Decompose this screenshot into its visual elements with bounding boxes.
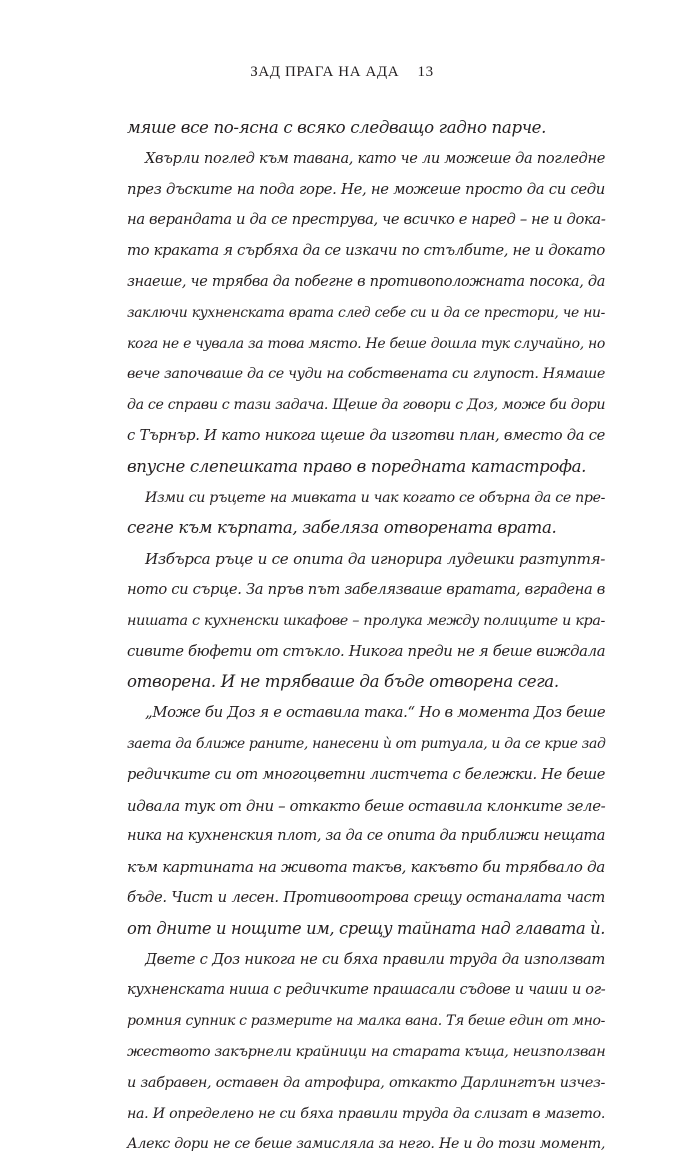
text-line: ното си сърце. За пръв път забелязваше вратата, вградена в bbox=[127, 580, 605, 598]
text-line: отворена. И не трябваше да бъде отворена сега. bbox=[127, 672, 559, 692]
text-line: „Може би Доз я е оставила така.“ Но в момента Доз беше bbox=[145, 704, 606, 722]
text-line: Двете с Доз никога не си бяха правили труда да използват bbox=[145, 950, 605, 968]
text-line: то краката я сърбяха да се изкачи по стълбите, не и докато bbox=[127, 242, 605, 260]
body-text bbox=[127, 113, 605, 1160]
text-line: Алекс дори не се беше замисляла за него. Не и до този момент, bbox=[127, 1136, 605, 1153]
text-line: идвала тук от дни – откакто беше оставила клонките зеле- bbox=[127, 796, 606, 815]
text-line: впусне слепешката право в поредната катастрофа. bbox=[127, 456, 587, 476]
running-head bbox=[0, 64, 700, 81]
text-line: Изми си ръцете на мивката и чак когато се обърна да се пре- bbox=[145, 489, 605, 506]
text-line: и забравен, оставен да атрофира, откакто Дарлингтън изчез- bbox=[127, 1074, 605, 1091]
text-line: към картината на живота такъв, какъвто би трябвало да bbox=[127, 858, 605, 877]
text-line: Избърса ръце и се опита да игнорира лудешки разтуптя- bbox=[145, 550, 605, 569]
text-line: ника на кухненския плот, за да се опита да приближи нещата bbox=[127, 828, 606, 845]
page-number: 13 bbox=[417, 64, 434, 80]
text-line: на верандата и да се преструва, че всичко е наред – не и дока- bbox=[127, 211, 606, 229]
text-line: на. И определено не си бяха правили труда да слизат в мазето. bbox=[127, 1105, 605, 1122]
text-line: с Търнър. И като никога щеше да изготви план, вместо да се bbox=[127, 426, 605, 444]
text-line: кухненската ниша с редичките прашасали съдове и чаши и ог- bbox=[127, 981, 606, 999]
text-line: нишата с кухненски шкафове – пролука между полиците и кра- bbox=[127, 612, 605, 629]
text-line: мяше все по-ясна с всяко следващо гадно парче. bbox=[127, 118, 547, 137]
book-title: ЗАД ПРАГА НА АДА bbox=[250, 64, 400, 80]
text-line: заета да ближе раните, нанесени ѝ от ритуала, и да се крие зад bbox=[127, 735, 606, 752]
text-line: заключи кухненската врата след себе си и да се престори, че ни- bbox=[127, 304, 605, 321]
text-line: редичките си от многоцветни листчета с бележки. Не беше bbox=[127, 765, 605, 783]
text-line: кога не е чувала за това място. Не беше дошла тук случайно, но bbox=[127, 335, 605, 352]
text-line: жеството закърнели крайници на старата къща, неизползван bbox=[127, 1043, 606, 1060]
text-line: знаеше, че трябва да побегне в противоположната посока, да bbox=[127, 273, 605, 290]
text-line: сегне към кърпата, забеляза отворената врата. bbox=[127, 518, 557, 538]
text-line: през дъските на пода горе. Не, не можеше просто да си седи bbox=[127, 180, 605, 198]
text-line: да се справи с тази задача. Щеше да говори с Доз, може би дори bbox=[127, 397, 606, 414]
text-line: бъде. Чист и лесен. Противоотрова срещу останалата част bbox=[127, 888, 605, 906]
text-line: вече започваше да се чуди на собствената си глупост. Нямаше bbox=[127, 366, 605, 383]
text-line: от дните и нощите им, срещу тайната над главата ѝ. bbox=[127, 918, 606, 938]
text-line: Хвърли поглед към тавана, като че ли можеше да погледне bbox=[145, 149, 605, 167]
text-line: сивите бюфети от стъкло. Никога преди не я беше виждала bbox=[127, 642, 606, 660]
text-line: ромния супник с размерите на малка вана. Тя беше един от мно- bbox=[127, 1013, 605, 1030]
